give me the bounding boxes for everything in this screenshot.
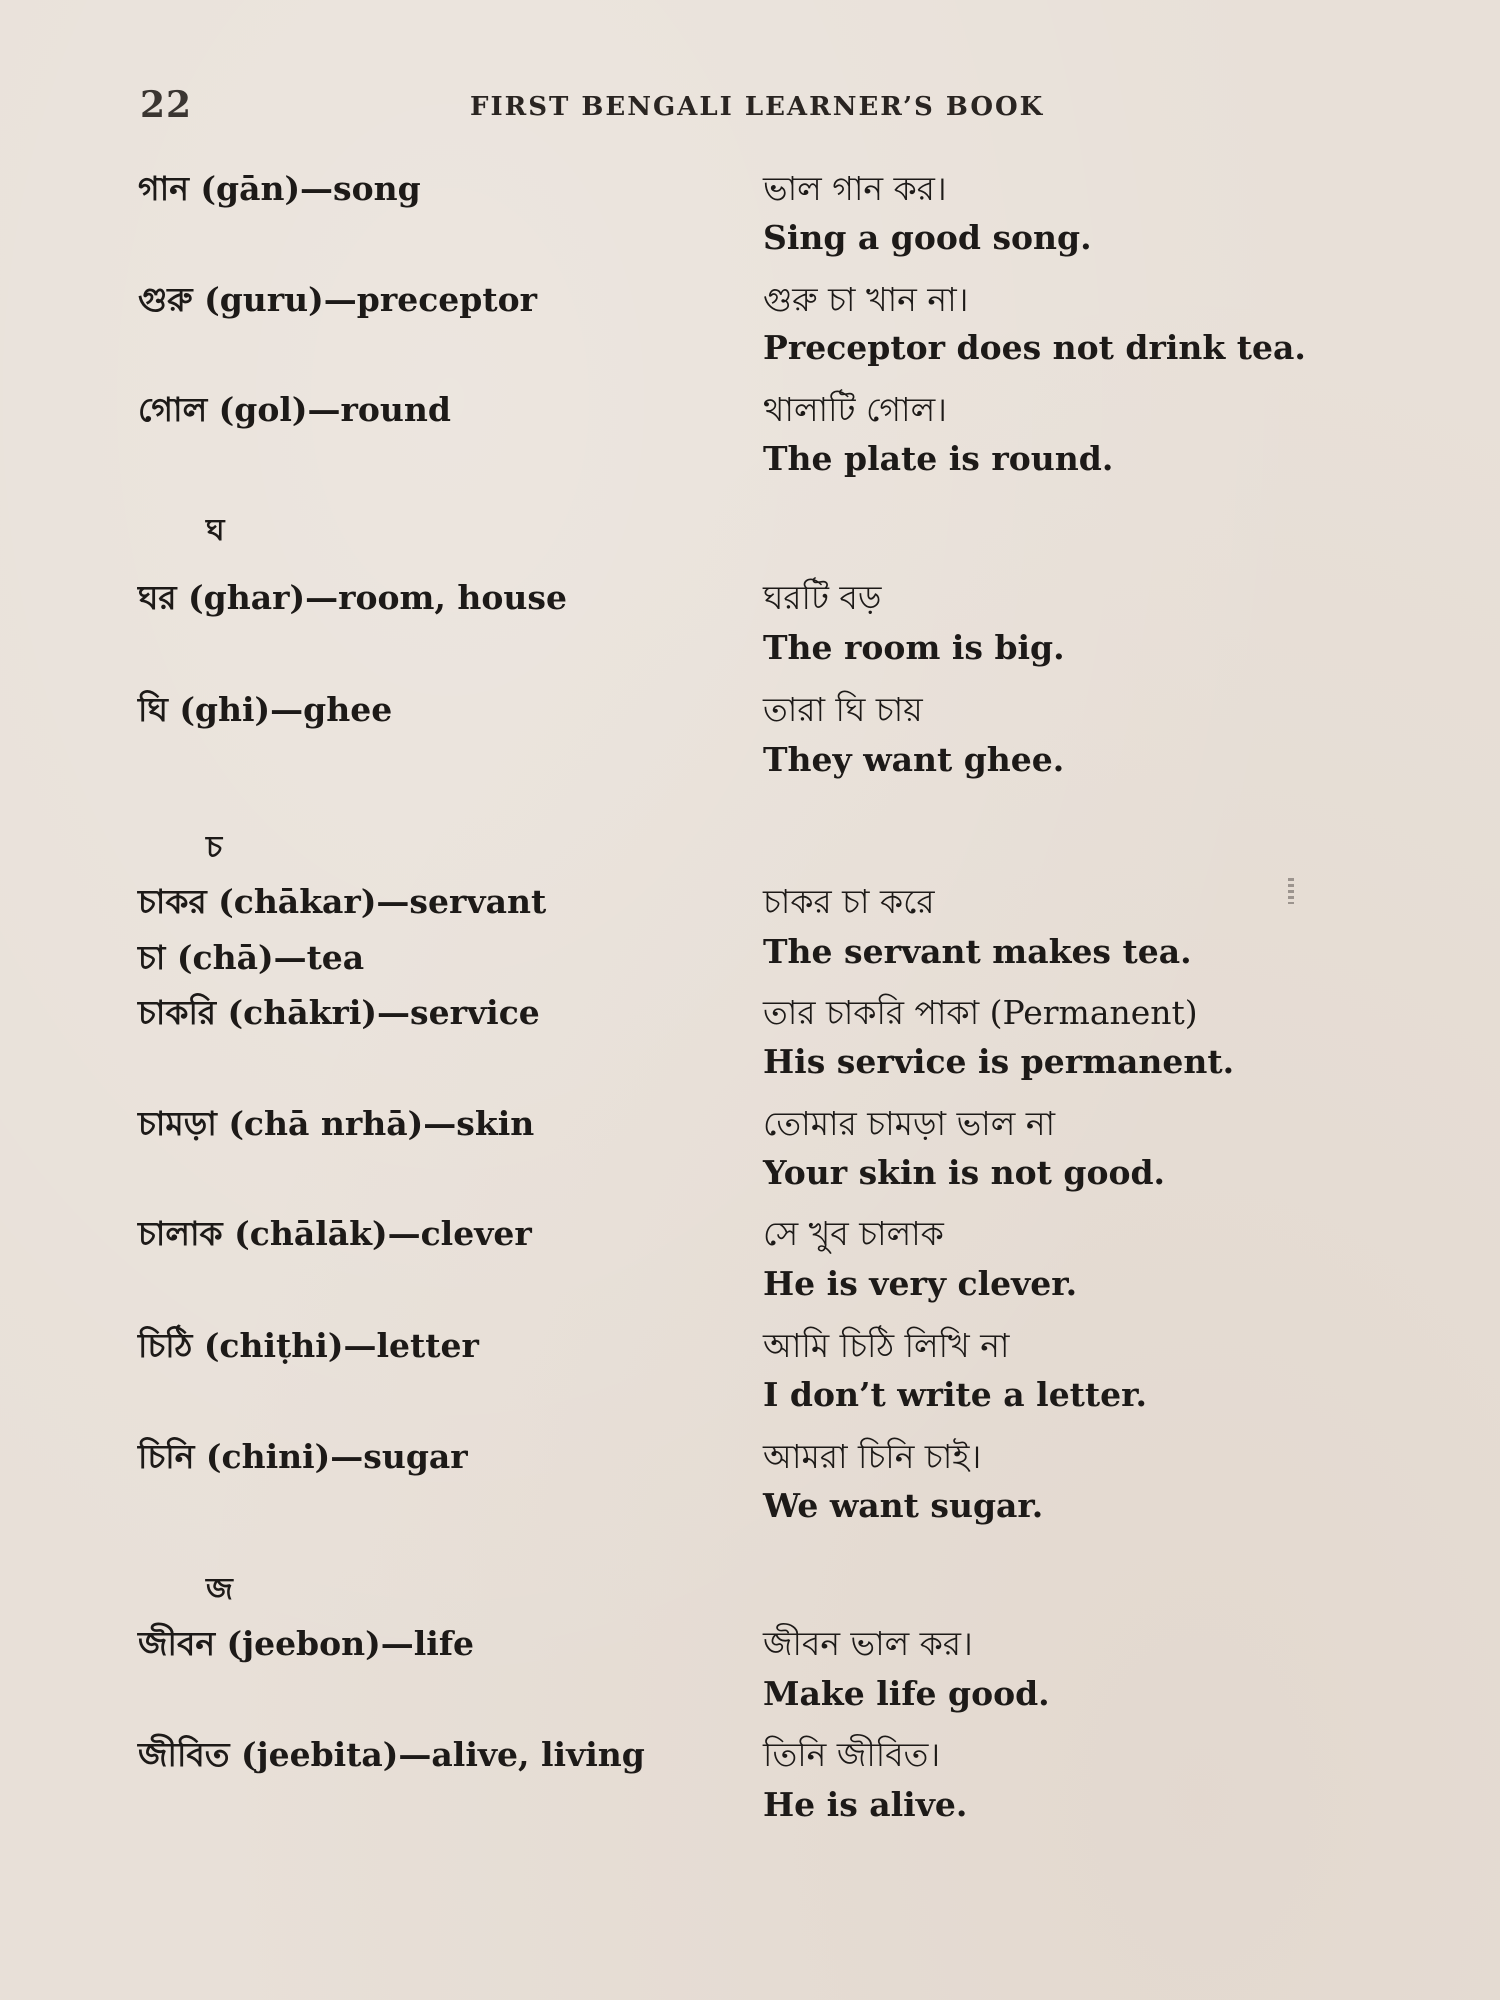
running-title: FIRST BENGALI LEARNER’S BOOK bbox=[470, 92, 1045, 122]
vocab-word: চালাক (chālāk)—clever bbox=[138, 1214, 532, 1253]
example-bengali: ঘরটি বড় bbox=[763, 578, 882, 617]
example-bengali: আমরা চিনি চাই। bbox=[763, 1437, 982, 1476]
vocab-word: চামড়া (chā nrhā)—skin bbox=[138, 1104, 535, 1143]
example-english: I don’t write a letter. bbox=[763, 1375, 1148, 1414]
example-english: Your skin is not good. bbox=[763, 1153, 1166, 1192]
example-english: Preceptor does not drink tea. bbox=[763, 328, 1306, 367]
vocab-word: জীবন (jeebon)—life bbox=[138, 1624, 475, 1663]
example-bengali: আমি চিঠি লিখি না bbox=[763, 1326, 1010, 1365]
example-bengali: থালাটি গোল। bbox=[763, 390, 947, 429]
vocab-word: চাকরি (chākri)—service bbox=[138, 993, 540, 1032]
example-english: Sing a good song. bbox=[763, 218, 1092, 257]
section-letter: ঘ bbox=[206, 513, 225, 548]
example-english: He is alive. bbox=[763, 1785, 968, 1824]
example-english: The servant makes tea. bbox=[763, 932, 1192, 971]
vocab-word: চা (chā)—tea bbox=[138, 938, 365, 977]
section-letter: চ bbox=[206, 830, 223, 865]
example-english: The room is big. bbox=[763, 628, 1065, 667]
example-bengali: তারা ঘি চায় bbox=[763, 690, 923, 729]
example-bengali: চাকর চা করে bbox=[763, 882, 935, 921]
ink-specks bbox=[1288, 878, 1294, 904]
vocab-word: চিঠি (chiṭhi)—letter bbox=[138, 1326, 479, 1365]
example-bengali: তোমার চামড়া ভাল না bbox=[763, 1104, 1056, 1143]
example-bengali: তিনি জীবিত। bbox=[763, 1735, 941, 1774]
vocab-word: গুরু (guru)—preceptor bbox=[138, 280, 538, 319]
example-bengali: সে খুব চালাক bbox=[763, 1214, 944, 1253]
example-bengali: ভাল গান কর। bbox=[763, 169, 947, 208]
vocab-word: ঘর (ghar)—room, house bbox=[138, 578, 567, 617]
vocab-word: গান (gān)—song bbox=[138, 169, 421, 208]
example-english: He is very clever. bbox=[763, 1264, 1078, 1303]
example-bengali: তার চাকরি পাকা (Permanent) bbox=[763, 993, 1198, 1032]
example-english: They want ghee. bbox=[763, 740, 1065, 779]
vocab-word: চাকর (chākar)—servant bbox=[138, 882, 547, 921]
example-english: His service is permanent. bbox=[763, 1042, 1235, 1081]
example-english: The plate is round. bbox=[763, 439, 1114, 478]
example-english: Make life good. bbox=[763, 1674, 1050, 1713]
vocab-word: গোল (gol)—round bbox=[138, 390, 451, 429]
page-number: 22 bbox=[140, 84, 193, 126]
vocab-word: ঘি (ghi)—ghee bbox=[138, 690, 393, 729]
vocab-word: জীবিত (jeebita)—alive, living bbox=[138, 1735, 645, 1774]
example-bengali: গুরু চা খান না। bbox=[763, 280, 969, 319]
example-bengali: জীবন ভাল কর। bbox=[763, 1624, 973, 1663]
vocab-word: চিনি (chini)—sugar bbox=[138, 1437, 468, 1476]
example-english: We want sugar. bbox=[763, 1486, 1044, 1525]
section-letter: জ bbox=[206, 1572, 233, 1607]
